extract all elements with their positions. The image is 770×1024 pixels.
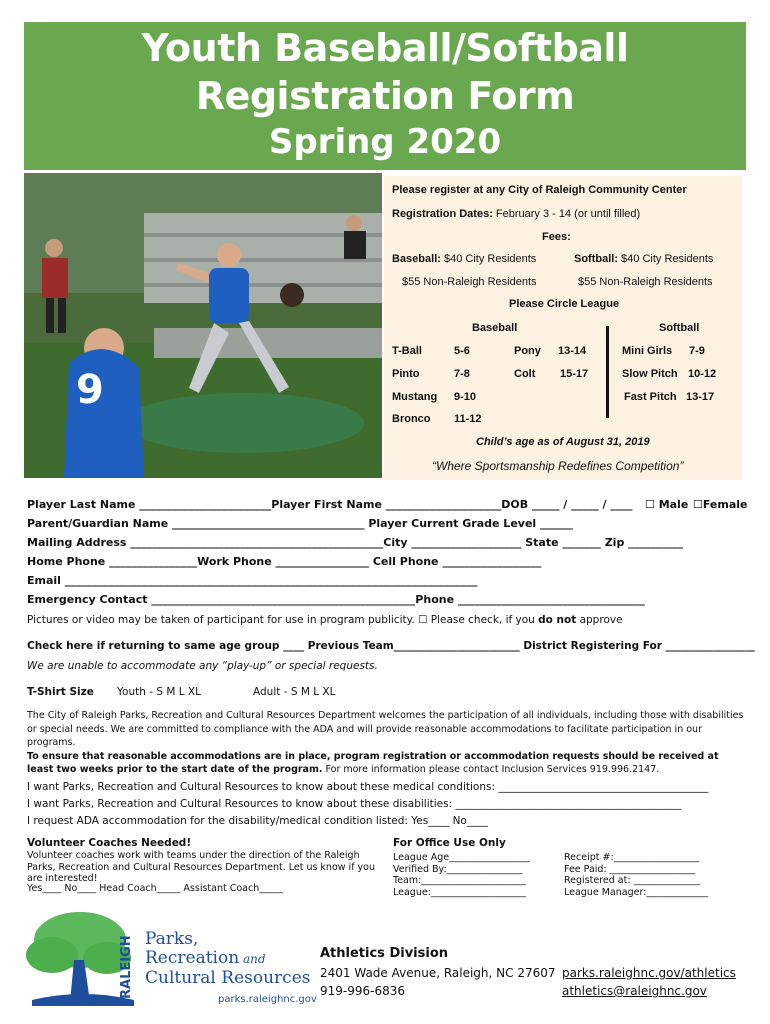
athletics-email-link[interactable]: athletics@raleighnc.gov — [562, 984, 707, 998]
ada-request-line[interactable]: I request ADA accommodation for the disability/medical condition listed: Yes____ No____ — [27, 815, 488, 827]
publicity-emphasis: do not — [538, 614, 577, 626]
softball-fee-non-resident: $55 Non-Raleigh Residents — [578, 276, 713, 288]
ada-contact-text: For more information please contact Inclusion Services 919.996.2147. — [322, 764, 660, 775]
logo-raleigh-vertical: RALEIGH — [119, 935, 134, 1000]
female-checkbox[interactable]: ☐Female — [693, 498, 748, 511]
league-mustang: Mustang — [392, 391, 438, 403]
circle-league-heading: Please Circle League — [509, 298, 620, 310]
fees-heading: Fees: — [542, 231, 571, 243]
title-line-1: Youth Baseball/Softball — [141, 26, 629, 70]
volunteer-heading: Volunteer Coaches Needed! — [27, 837, 192, 849]
registration-info-box — [384, 176, 742, 480]
tshirt-adult-sizes[interactable]: Adult - S M L XL — [253, 686, 336, 698]
returning-team-district-line[interactable]: Check here if returning to same age group ____ Previous Team________________________ District Registering For _________________ — [27, 640, 755, 652]
office-receipt: Receipt #:__________________ — [564, 852, 700, 863]
office-use-left — [393, 852, 530, 898]
disabilities-line[interactable]: I want Parks, Recreation and Cultural Resources to know about these disabilities: ___________________________________________ — [27, 798, 682, 810]
address-line[interactable]: Mailing Address ______________________________________________City ____________________ State _______ Zip __________ — [27, 536, 684, 549]
logo-line-cultural: Cultural Resources — [145, 968, 311, 988]
svg-text:9: 9 — [76, 367, 104, 413]
league-fast-pitch: Fast Pitch — [624, 391, 677, 403]
league-pinto-age: 7-8 — [454, 368, 470, 380]
league-tball: T-Ball — [392, 345, 422, 357]
athletics-website-link[interactable]: parks.raleighnc.gov/athletics — [562, 966, 736, 980]
office-use-right — [564, 852, 708, 898]
ada-welcome-text: The City of Raleigh Parks, Recreation and Cultural Resources Department welcomes the participation of all individuals, including those with disabilities or special needs. We are committed to compliance with the ADA and will provide reasonable accommodations to facilitate participation in our programs. — [27, 710, 744, 748]
play-up-note: We are unable to accommodate any “play-up” or special requests. — [27, 660, 378, 672]
league-pony: Pony — [514, 345, 541, 357]
tshirt-size-label: T-Shirt Size — [27, 686, 94, 698]
registration-dates — [392, 208, 640, 220]
logo-line-parks: Parks, — [145, 929, 199, 949]
medical-conditions-line[interactable]: I want Parks, Recreation and Cultural Resources to know about these medical conditions: ________________________________________ — [27, 781, 709, 793]
logo-url: parks.raleighnc.gov — [218, 994, 317, 1005]
office-use-heading: For Office Use Only — [393, 837, 506, 849]
dates-label: Registration Dates: — [392, 208, 493, 220]
league-slow-pitch: Slow Pitch — [622, 368, 678, 380]
softball-fee-city — [574, 253, 713, 265]
dates-value: February 3 - 14 (or until filled) — [492, 208, 641, 220]
phones-line[interactable]: Home Phone ________________Work Phone _________________ Cell Phone __________________ — [27, 555, 542, 568]
publicity-text-end: approve — [576, 614, 623, 626]
baseball-fee-city — [392, 253, 536, 265]
motto: “Where Sportsmanship Redefines Competition” — [432, 459, 684, 473]
league-mustang-age: 9-10 — [454, 391, 477, 403]
logo-and: and — [239, 952, 266, 966]
league-bronco-age: 11-12 — [454, 413, 482, 425]
volunteer-signup-line[interactable]: Yes____ No____ Head Coach_____ Assistant Coach_____ — [27, 883, 283, 894]
league-colt-age: 15-17 — [560, 368, 589, 380]
title-banner — [24, 22, 746, 170]
guardian-grade-line[interactable]: Parent/Guardian Name ___________________________________ Player Current Grade Level ______ — [27, 517, 574, 530]
athletics-division-heading: Athletics Division — [320, 946, 449, 961]
league-mini-girls-age: 7-9 — [689, 345, 705, 357]
publicity-consent[interactable] — [27, 614, 623, 626]
emergency-contact-line[interactable]: Emergency Contact ________________________________________________Phone __________________________________ — [27, 593, 645, 606]
season-title: Spring 2020 — [268, 122, 502, 162]
office-verified-by: Verified By:________________ — [393, 863, 523, 875]
baseball-fee-value: $40 City Residents — [440, 253, 537, 265]
league-pony-age: 13-14 — [558, 345, 587, 357]
league-fast-pitch-age: 13-17 — [686, 391, 715, 403]
baseball-column-heading: Baseball — [472, 322, 518, 334]
baseball-fee-label: Baseball: — [392, 253, 441, 265]
office-fee-paid: Fee Paid: __________________ — [564, 863, 696, 875]
tshirt-youth-sizes[interactable]: Youth - S M L XL — [117, 686, 201, 698]
age-cutoff-note: Child’s age as of August 31, 2019 — [476, 436, 650, 448]
office-league: League:____________________ — [393, 886, 526, 898]
footer-phone: 919-996-6836 — [320, 984, 406, 998]
register-location: Please register at any City of Raleigh Community Center — [392, 184, 687, 196]
baseball-fee-non-resident: $55 Non-Raleigh Residents — [402, 276, 537, 288]
ada-statement — [27, 709, 745, 777]
publicity-text: Pictures or video may be taken of participant for use in program publicity. ☐ Please check, if you — [27, 614, 539, 626]
softball-fee-label: Softball: — [574, 253, 618, 265]
office-league-age: League Age_________________ — [393, 852, 530, 863]
league-colt: Colt — [514, 368, 536, 380]
ada-deadline-text: To ensure that reasonable accommodations are in place, program registration or accommodation requests should be received at least two weeks prior to the start date of the program. — [27, 750, 719, 775]
logo-recreation: Recreation — [145, 948, 240, 968]
baseball-photo — [24, 173, 382, 478]
title-line-2: Registration Form — [195, 74, 575, 118]
logo-line-recreation — [145, 949, 310, 969]
player-name-dob-line[interactable]: Player Last Name ________________________Player First Name _____________________DOB _____ / _____ / ____ — [27, 498, 633, 511]
league-tball-age: 5-6 — [454, 345, 470, 357]
league-slow-pitch-age: 10-12 — [688, 368, 717, 380]
league-mini-girls: Mini Girls — [622, 345, 673, 357]
league-divider — [606, 326, 609, 418]
male-checkbox[interactable]: ☐ Male — [645, 498, 689, 511]
softball-fee-value: $40 City Residents — [618, 253, 714, 265]
softball-column-heading: Softball — [659, 322, 700, 334]
email-line[interactable]: Email ___________________________________________________________________________ — [27, 574, 478, 587]
office-team: Team:______________________ — [393, 875, 526, 886]
office-registered-at: Registered at: ______________ — [564, 875, 701, 886]
office-league-manager: League Manager:_____________ — [564, 886, 709, 898]
volunteer-description: Volunteer coaches work with teams under the direction of the Raleigh Parks, Recreation and Cultural Resources Department. Let us know if you are interested! — [27, 850, 376, 884]
league-bronco: Bronco — [392, 413, 431, 425]
league-pinto: Pinto — [392, 368, 420, 380]
footer-address: 2401 Wade Avenue, Raleigh, NC 27607 — [320, 966, 556, 980]
logo-wordmark — [145, 930, 310, 988]
